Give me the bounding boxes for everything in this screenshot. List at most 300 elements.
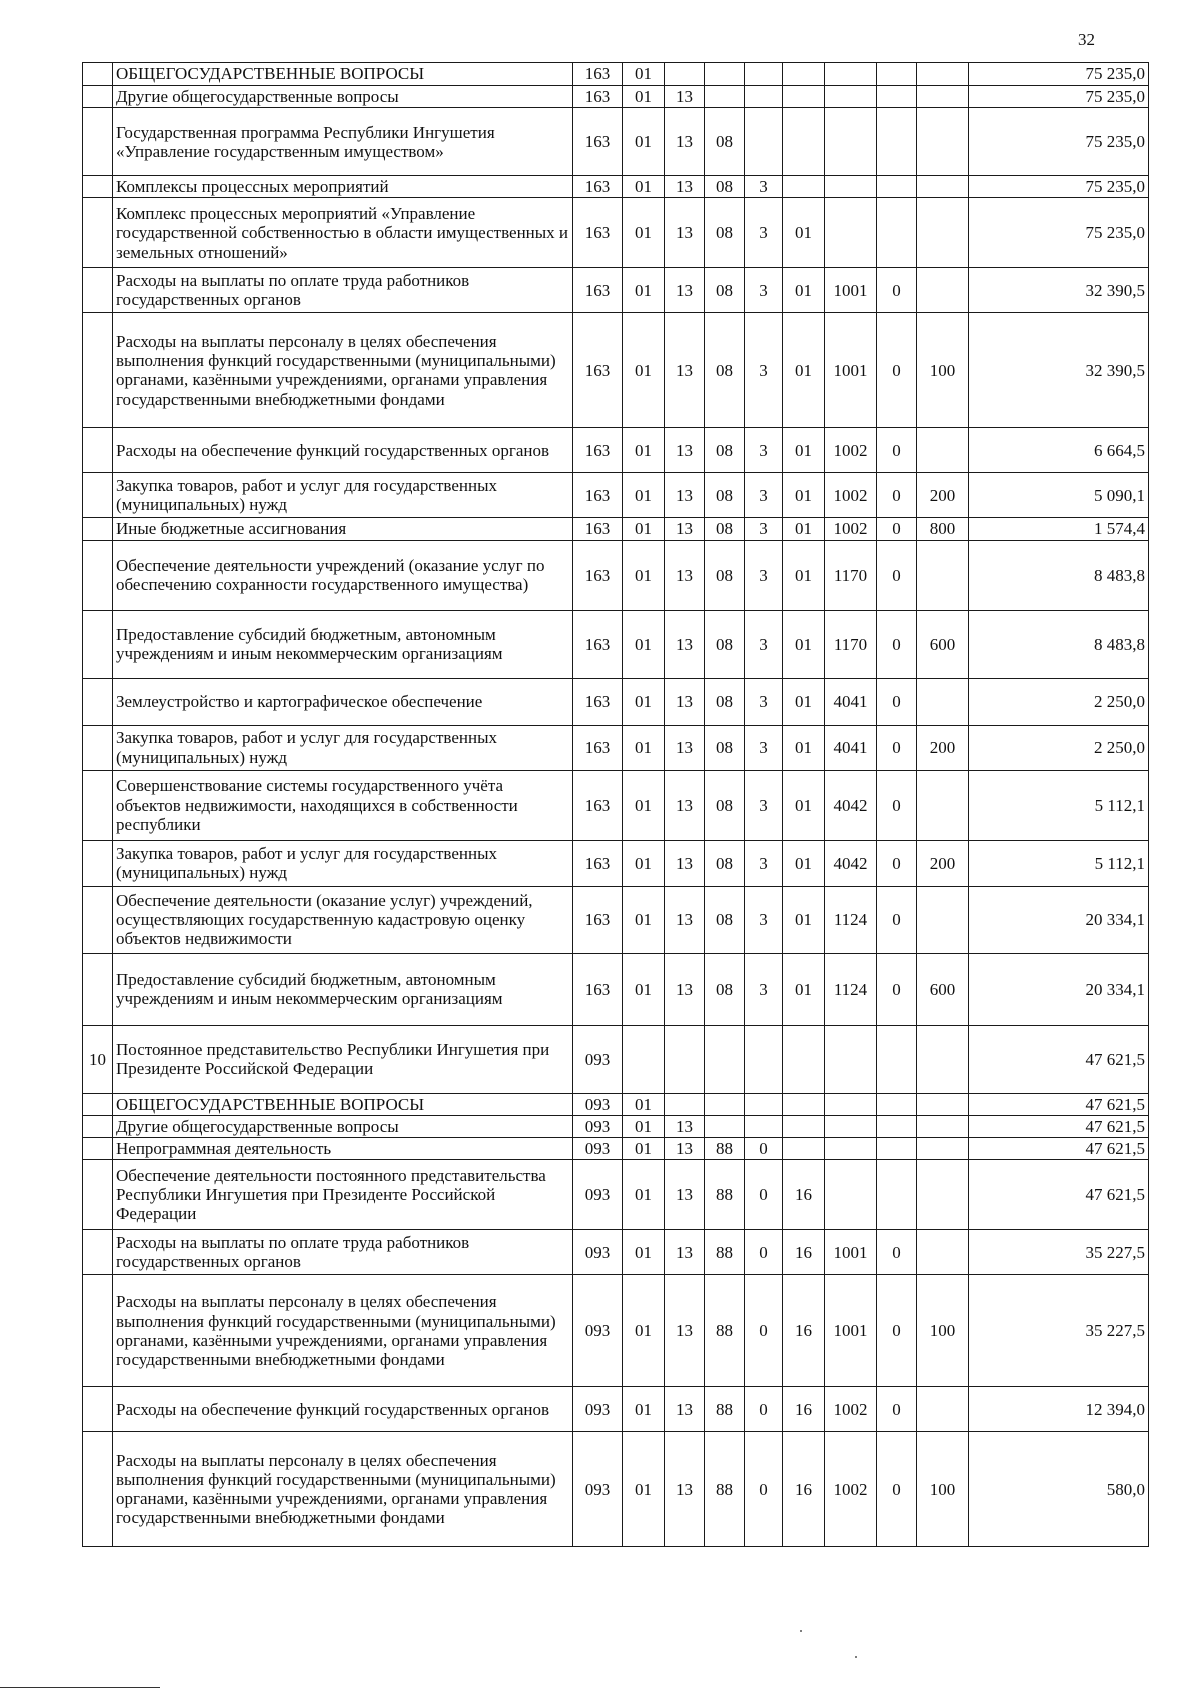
- row-number-cell: [83, 176, 113, 198]
- code-cell: 0: [877, 1387, 917, 1432]
- table-row: [83, 1025, 1149, 1093]
- item-name-cell: Постоянное представительство Республики Ингушетия при Президенте Российской Федерации: [113, 1025, 573, 1093]
- row-number-cell: [83, 473, 113, 518]
- code-cell: 01: [623, 63, 665, 86]
- table-row: [83, 540, 1149, 610]
- item-name-cell: Другие общегосударственные вопросы: [113, 1115, 573, 1137]
- code-cell: 0: [877, 540, 917, 610]
- item-name-cell: Расходы на обеспечение функций государственных органов: [113, 1387, 573, 1432]
- code-cell: 08: [705, 953, 745, 1025]
- code-cell: 13: [665, 198, 705, 268]
- row-number-cell: [83, 86, 113, 108]
- code-cell: 88: [705, 1275, 745, 1387]
- code-cell: 13: [665, 1387, 705, 1432]
- code-cell: 3: [745, 473, 783, 518]
- code-cell: [745, 1093, 783, 1115]
- table-row: [83, 770, 1149, 840]
- table-row: [83, 1230, 1149, 1275]
- row-number-cell: [83, 1387, 113, 1432]
- code-cell: 01: [623, 86, 665, 108]
- code-cell: 16: [783, 1230, 825, 1275]
- code-cell: 01: [623, 176, 665, 198]
- code-cell: 88: [705, 1432, 745, 1547]
- code-cell: 01: [623, 1115, 665, 1137]
- code-cell: 13: [665, 86, 705, 108]
- code-cell: 01: [783, 313, 825, 428]
- code-cell: 01: [623, 1432, 665, 1547]
- code-cell: 3: [745, 725, 783, 770]
- code-cell: [877, 1115, 917, 1137]
- code-cell: [783, 108, 825, 176]
- code-cell: [917, 428, 969, 473]
- item-name-cell: Предоставление субсидий бюджетным, автономным учреждениям и иным некоммерческим организациям: [113, 953, 573, 1025]
- code-cell: 16: [783, 1275, 825, 1387]
- code-cell: [917, 1093, 969, 1115]
- code-cell: 800: [917, 518, 969, 540]
- item-name-cell: Комплексы процессных мероприятий: [113, 176, 573, 198]
- code-cell: 1001: [825, 1275, 877, 1387]
- code-cell: [825, 176, 877, 198]
- row-number-cell: [83, 1115, 113, 1137]
- code-cell: 01: [783, 610, 825, 678]
- code-cell: 01: [623, 610, 665, 678]
- code-cell: 1002: [825, 473, 877, 518]
- code-cell: [825, 198, 877, 268]
- code-cell: 01: [623, 1387, 665, 1432]
- code-cell: [705, 1025, 745, 1093]
- item-name-cell: ОБЩЕГОСУДАРСТВЕННЫЕ ВОПРОСЫ: [113, 1093, 573, 1115]
- row-number-cell: [83, 1275, 113, 1387]
- code-cell: 100: [917, 1432, 969, 1547]
- code-cell: 3: [745, 770, 783, 840]
- code-cell: [877, 1160, 917, 1230]
- code-cell: 08: [705, 428, 745, 473]
- code-cell: 01: [783, 886, 825, 953]
- code-cell: 163: [573, 540, 623, 610]
- code-cell: [877, 1093, 917, 1115]
- code-cell: 163: [573, 473, 623, 518]
- table-row: [83, 725, 1149, 770]
- code-cell: [825, 63, 877, 86]
- code-cell: 1001: [825, 1230, 877, 1275]
- code-cell: [877, 1025, 917, 1093]
- code-cell: 01: [623, 1138, 665, 1160]
- code-cell: [877, 108, 917, 176]
- budget-table: [82, 62, 1149, 1547]
- code-cell: [917, 886, 969, 953]
- code-cell: [745, 108, 783, 176]
- table-row: [83, 198, 1149, 268]
- row-number-cell: [83, 610, 113, 678]
- row-number-cell: [83, 518, 113, 540]
- code-cell: 08: [705, 473, 745, 518]
- code-cell: 01: [623, 725, 665, 770]
- code-cell: [917, 770, 969, 840]
- code-cell: [825, 86, 877, 108]
- code-cell: [917, 176, 969, 198]
- table-row: [83, 1387, 1149, 1432]
- amount-cell: 8 483,8: [969, 540, 1149, 610]
- table-row: [83, 63, 1149, 86]
- code-cell: [825, 1093, 877, 1115]
- code-cell: 0: [877, 518, 917, 540]
- amount-cell: 75 235,0: [969, 86, 1149, 108]
- code-cell: [745, 1025, 783, 1093]
- item-name-cell: Совершенствование системы государственного учёта объектов недвижимости, находящихся в собственности республики: [113, 770, 573, 840]
- amount-cell: 8 483,8: [969, 610, 1149, 678]
- code-cell: [783, 1025, 825, 1093]
- code-cell: 0: [745, 1387, 783, 1432]
- code-cell: 88: [705, 1160, 745, 1230]
- code-cell: 01: [783, 518, 825, 540]
- code-cell: 01: [623, 198, 665, 268]
- code-cell: 093: [573, 1138, 623, 1160]
- amount-cell: 5 090,1: [969, 473, 1149, 518]
- code-cell: 13: [665, 108, 705, 176]
- code-cell: [705, 86, 745, 108]
- code-cell: 13: [665, 473, 705, 518]
- row-number-cell: [83, 540, 113, 610]
- code-cell: 1170: [825, 540, 877, 610]
- code-cell: 01: [623, 268, 665, 313]
- amount-cell: 20 334,1: [969, 953, 1149, 1025]
- item-name-cell: Комплекс процессных мероприятий «Управление государственной собственностью в области имущественных и земельных отношений»: [113, 198, 573, 268]
- code-cell: 3: [745, 678, 783, 725]
- code-cell: 08: [705, 198, 745, 268]
- code-cell: 13: [665, 518, 705, 540]
- row-number-cell: [83, 313, 113, 428]
- code-cell: 1001: [825, 313, 877, 428]
- amount-cell: 2 250,0: [969, 678, 1149, 725]
- item-name-cell: Расходы на выплаты по оплате труда работников государственных органов: [113, 268, 573, 313]
- table-body: [83, 63, 1149, 1547]
- row-number-cell: [83, 63, 113, 86]
- code-cell: 08: [705, 518, 745, 540]
- code-cell: 4041: [825, 678, 877, 725]
- item-name-cell: Расходы на обеспечение функций государственных органов: [113, 428, 573, 473]
- code-cell: 093: [573, 1115, 623, 1137]
- code-cell: 093: [573, 1025, 623, 1093]
- row-number-cell: [83, 1093, 113, 1115]
- code-cell: [705, 1115, 745, 1137]
- code-cell: 3: [745, 518, 783, 540]
- amount-cell: 47 621,5: [969, 1160, 1149, 1230]
- amount-cell: 47 621,5: [969, 1025, 1149, 1093]
- code-cell: [917, 86, 969, 108]
- code-cell: 200: [917, 473, 969, 518]
- amount-cell: 5 112,1: [969, 840, 1149, 886]
- amount-cell: 47 621,5: [969, 1115, 1149, 1137]
- code-cell: 3: [745, 198, 783, 268]
- row-number-cell: [83, 268, 113, 313]
- code-cell: 163: [573, 176, 623, 198]
- code-cell: 08: [705, 313, 745, 428]
- code-cell: 163: [573, 770, 623, 840]
- amount-cell: 5 112,1: [969, 770, 1149, 840]
- code-cell: 0: [877, 610, 917, 678]
- code-cell: [745, 63, 783, 86]
- code-cell: 163: [573, 86, 623, 108]
- item-name-cell: Расходы на выплаты персоналу в целях обеспечения выполнения функций государственными (муниципальными) органами, казёнными учреждениями, органами управления государственными внебюджетными фондами: [113, 313, 573, 428]
- code-cell: 01: [623, 473, 665, 518]
- code-cell: 3: [745, 610, 783, 678]
- row-number-cell: [83, 770, 113, 840]
- code-cell: [745, 86, 783, 108]
- code-cell: 01: [783, 428, 825, 473]
- code-cell: 163: [573, 428, 623, 473]
- code-cell: 08: [705, 770, 745, 840]
- code-cell: [917, 678, 969, 725]
- code-cell: 13: [665, 1138, 705, 1160]
- scan-artifact-line: [0, 1687, 160, 1688]
- code-cell: [825, 1115, 877, 1137]
- code-cell: [745, 1115, 783, 1137]
- table-row: [83, 953, 1149, 1025]
- code-cell: 13: [665, 1230, 705, 1275]
- code-cell: 13: [665, 725, 705, 770]
- code-cell: [665, 63, 705, 86]
- code-cell: 01: [623, 1093, 665, 1115]
- table-row: [83, 610, 1149, 678]
- code-cell: [825, 1138, 877, 1160]
- code-cell: 0: [877, 678, 917, 725]
- amount-cell: 1 574,4: [969, 518, 1149, 540]
- code-cell: 0: [877, 953, 917, 1025]
- row-number-cell: [83, 1432, 113, 1547]
- code-cell: 01: [623, 953, 665, 1025]
- code-cell: 093: [573, 1093, 623, 1115]
- code-cell: 01: [783, 473, 825, 518]
- code-cell: 163: [573, 840, 623, 886]
- table-row: [83, 518, 1149, 540]
- code-cell: 163: [573, 63, 623, 86]
- code-cell: 13: [665, 678, 705, 725]
- table-row: [83, 428, 1149, 473]
- code-cell: 08: [705, 840, 745, 886]
- code-cell: [917, 1138, 969, 1160]
- code-cell: 0: [877, 313, 917, 428]
- item-name-cell: Расходы на выплаты персоналу в целях обеспечения выполнения функций государственными (муниципальными) органами, казёнными учреждениями, органами управления государственными внебюджетными фондами: [113, 1432, 573, 1547]
- code-cell: [917, 1230, 969, 1275]
- table-row: [83, 268, 1149, 313]
- code-cell: 13: [665, 428, 705, 473]
- item-name-cell: Расходы на выплаты по оплате труда работников государственных органов: [113, 1230, 573, 1275]
- code-cell: [665, 1093, 705, 1115]
- item-name-cell: Государственная программа Республики Ингушетия «Управление государственным имуществом»: [113, 108, 573, 176]
- code-cell: 88: [705, 1138, 745, 1160]
- code-cell: [783, 176, 825, 198]
- code-cell: 3: [745, 268, 783, 313]
- item-name-cell: Землеустройство и картографическое обеспечение: [113, 678, 573, 725]
- item-name-cell: Иные бюджетные ассигнования: [113, 518, 573, 540]
- row-number-cell: [83, 198, 113, 268]
- code-cell: 01: [783, 268, 825, 313]
- code-cell: 13: [665, 840, 705, 886]
- code-cell: 01: [783, 725, 825, 770]
- code-cell: [917, 1025, 969, 1093]
- amount-cell: 32 390,5: [969, 268, 1149, 313]
- code-cell: 01: [623, 1275, 665, 1387]
- code-cell: [825, 108, 877, 176]
- code-cell: [877, 176, 917, 198]
- table-row: [83, 473, 1149, 518]
- code-cell: 3: [745, 886, 783, 953]
- code-cell: 4042: [825, 770, 877, 840]
- code-cell: 16: [783, 1160, 825, 1230]
- code-cell: 01: [623, 678, 665, 725]
- code-cell: 4042: [825, 840, 877, 886]
- code-cell: 163: [573, 725, 623, 770]
- code-cell: 01: [623, 313, 665, 428]
- code-cell: 01: [623, 886, 665, 953]
- row-number-cell: [83, 886, 113, 953]
- code-cell: 08: [705, 678, 745, 725]
- code-cell: 0: [745, 1138, 783, 1160]
- code-cell: 13: [665, 540, 705, 610]
- code-cell: 08: [705, 610, 745, 678]
- code-cell: [917, 268, 969, 313]
- table-row: [83, 1138, 1149, 1160]
- code-cell: 13: [665, 610, 705, 678]
- code-cell: [917, 1160, 969, 1230]
- row-number-cell: [83, 840, 113, 886]
- code-cell: 1124: [825, 953, 877, 1025]
- code-cell: [825, 1025, 877, 1093]
- code-cell: 600: [917, 610, 969, 678]
- table-row: [83, 313, 1149, 428]
- table-row: [83, 886, 1149, 953]
- code-cell: 163: [573, 886, 623, 953]
- code-cell: [877, 86, 917, 108]
- code-cell: 1002: [825, 518, 877, 540]
- code-cell: 093: [573, 1432, 623, 1547]
- code-cell: 163: [573, 313, 623, 428]
- item-name-cell: Расходы на выплаты персоналу в целях обеспечения выполнения функций государственными (муниципальными) органами, казёнными учреждениями, органами управления государственными внебюджетными фондами: [113, 1275, 573, 1387]
- row-number-cell: [83, 678, 113, 725]
- code-cell: 163: [573, 198, 623, 268]
- table-row: [83, 1432, 1149, 1547]
- row-number-cell: [83, 1160, 113, 1230]
- item-name-cell: Обеспечение деятельности (оказание услуг) учреждений, осуществляющих государственную кадастровую оценку объектов недвижимости: [113, 886, 573, 953]
- code-cell: 163: [573, 108, 623, 176]
- code-cell: 163: [573, 953, 623, 1025]
- item-name-cell: Закупка товаров, работ и услуг для государственных (муниципальных) нужд: [113, 725, 573, 770]
- amount-cell: 32 390,5: [969, 313, 1149, 428]
- code-cell: 13: [665, 770, 705, 840]
- item-name-cell: Непрограммная деятельность: [113, 1138, 573, 1160]
- row-number-cell: 10: [83, 1025, 113, 1093]
- code-cell: 13: [665, 313, 705, 428]
- table-row: [83, 1115, 1149, 1137]
- code-cell: [877, 198, 917, 268]
- code-cell: 13: [665, 1160, 705, 1230]
- item-name-cell: Обеспечение деятельности постоянного представительства Республики Ингушетия при Президенте Российской Федерации: [113, 1160, 573, 1230]
- code-cell: [705, 1093, 745, 1115]
- code-cell: 093: [573, 1160, 623, 1230]
- table-row: [83, 176, 1149, 198]
- page-number: 32: [1078, 30, 1095, 49]
- code-cell: 16: [783, 1387, 825, 1432]
- row-number-cell: [83, 108, 113, 176]
- code-cell: 01: [623, 108, 665, 176]
- code-cell: 0: [877, 268, 917, 313]
- table-row: [83, 108, 1149, 176]
- amount-cell: 35 227,5: [969, 1275, 1149, 1387]
- code-cell: 08: [705, 268, 745, 313]
- code-cell: 01: [623, 1160, 665, 1230]
- code-cell: 1002: [825, 1432, 877, 1547]
- row-number-cell: [83, 725, 113, 770]
- code-cell: 01: [623, 840, 665, 886]
- amount-cell: 75 235,0: [969, 108, 1149, 176]
- code-cell: 01: [623, 1230, 665, 1275]
- code-cell: 0: [877, 1275, 917, 1387]
- code-cell: 0: [745, 1230, 783, 1275]
- code-cell: 13: [665, 1275, 705, 1387]
- item-name-cell: Закупка товаров, работ и услуг для государственных (муниципальных) нужд: [113, 840, 573, 886]
- code-cell: [917, 63, 969, 86]
- code-cell: 01: [623, 518, 665, 540]
- code-cell: [917, 1115, 969, 1137]
- code-cell: 0: [877, 770, 917, 840]
- code-cell: [783, 1093, 825, 1115]
- code-cell: 3: [745, 540, 783, 610]
- code-cell: [917, 1387, 969, 1432]
- code-cell: 01: [783, 540, 825, 610]
- code-cell: [917, 108, 969, 176]
- amount-cell: 47 621,5: [969, 1093, 1149, 1115]
- code-cell: [917, 198, 969, 268]
- code-cell: 200: [917, 840, 969, 886]
- code-cell: [783, 1138, 825, 1160]
- code-cell: [825, 1160, 877, 1230]
- item-name-cell: ОБЩЕГОСУДАРСТВЕННЫЕ ВОПРОСЫ: [113, 63, 573, 86]
- code-cell: 3: [745, 953, 783, 1025]
- code-cell: 200: [917, 725, 969, 770]
- code-cell: 1124: [825, 886, 877, 953]
- code-cell: 100: [917, 313, 969, 428]
- table-row: [83, 1093, 1149, 1115]
- code-cell: [877, 1138, 917, 1160]
- code-cell: 093: [573, 1230, 623, 1275]
- item-name-cell: Предоставление субсидий бюджетным, автономным учреждениям и иным некоммерческим организациям: [113, 610, 573, 678]
- scan-speck: [855, 1656, 857, 1658]
- code-cell: 0: [745, 1432, 783, 1547]
- code-cell: 3: [745, 840, 783, 886]
- code-cell: 600: [917, 953, 969, 1025]
- amount-cell: 580,0: [969, 1432, 1149, 1547]
- table-row: [83, 86, 1149, 108]
- code-cell: 08: [705, 540, 745, 610]
- amount-cell: 75 235,0: [969, 198, 1149, 268]
- code-cell: 01: [783, 840, 825, 886]
- code-cell: 01: [783, 198, 825, 268]
- table-row: [83, 840, 1149, 886]
- code-cell: 0: [877, 840, 917, 886]
- code-cell: [877, 63, 917, 86]
- code-cell: 3: [745, 428, 783, 473]
- code-cell: 08: [705, 108, 745, 176]
- amount-cell: 12 394,0: [969, 1387, 1149, 1432]
- amount-cell: 47 621,5: [969, 1138, 1149, 1160]
- code-cell: [783, 86, 825, 108]
- code-cell: 163: [573, 678, 623, 725]
- code-cell: 1170: [825, 610, 877, 678]
- code-cell: [917, 540, 969, 610]
- code-cell: 163: [573, 268, 623, 313]
- code-cell: 0: [877, 886, 917, 953]
- code-cell: 093: [573, 1387, 623, 1432]
